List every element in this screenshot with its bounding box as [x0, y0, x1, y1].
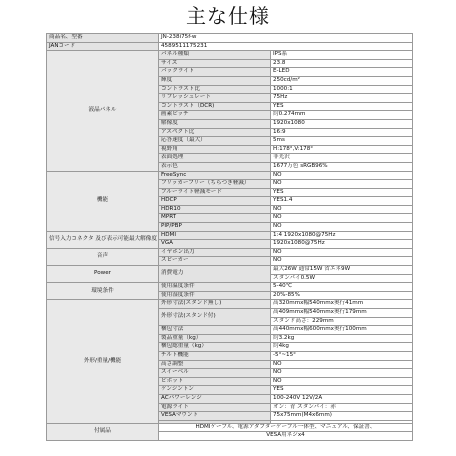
model-value: JN-238i75f-w — [159, 34, 413, 43]
spec-label: チルト機能 — [159, 351, 271, 360]
spec-label: 応答速度（最大） — [159, 137, 271, 146]
spec-label: 外形寸法(スタンド無し) — [159, 300, 271, 309]
spec-label: リフレッシュレート — [159, 94, 271, 103]
spec-value: NO — [271, 223, 413, 232]
spec-value: IPS系 — [271, 51, 413, 60]
spec-value: YES1.4 — [271, 197, 413, 206]
spec-value: 約3.2kg — [271, 334, 413, 343]
spec-value: 5ms — [271, 137, 413, 146]
spec-value: 最大26W 通常15W 省エネ9W — [271, 266, 413, 275]
spec-value: オン：青 スタンバイ：赤 — [271, 403, 413, 412]
spec-value: NO — [271, 214, 413, 223]
spec-value: 250cd/m² — [271, 76, 413, 85]
spec-value: スタンバイ0.5W — [271, 274, 413, 283]
spec-label: MPRT — [159, 214, 271, 223]
spec-label: VESAマウント — [159, 412, 271, 421]
spec-value: YES — [271, 386, 413, 395]
table-row — [47, 171, 413, 180]
spec-label: 消費電力 — [159, 266, 271, 283]
jan-label: JANコード — [47, 42, 159, 51]
spec-value: 16:9 — [271, 128, 413, 137]
spec-value: 100-240V 12V/2A — [271, 394, 413, 403]
table-row — [47, 283, 413, 292]
category-power: Power — [47, 266, 159, 283]
spec-value: 高409mmx幅540mmx奥行179mm — [271, 309, 413, 318]
spec-label: 高さ調整 — [159, 360, 271, 369]
spec-value: NO — [271, 180, 413, 189]
page-title: 主な仕様 — [186, 4, 270, 28]
spec-label: フリッカーフリー（ちらつき軽減） — [159, 180, 271, 189]
category-appearance: 外形/重量/機能 — [47, 300, 159, 423]
spec-label: ケンジントン — [159, 386, 271, 395]
spec-value: 1:4 1920x1080@75Hz — [271, 231, 413, 240]
category-audio: 音声 — [47, 248, 159, 265]
spec-label: 使用温度条件 — [159, 283, 271, 292]
spec-label: コントラスト比 — [159, 85, 271, 94]
spec-value: 高440mmx幅600mmx奥行100mm — [271, 326, 413, 335]
spec-label: 画素ピッチ — [159, 111, 271, 120]
spec-label: VGA — [159, 240, 271, 249]
spec-label: 輝度 — [159, 76, 271, 85]
spec-label: スイーベル — [159, 369, 271, 378]
table-row — [47, 266, 413, 275]
spec-value: 非光沢 — [271, 154, 413, 163]
table-row — [47, 51, 413, 60]
spec-value: E-LED — [271, 68, 413, 77]
spec-value: 23.8 — [271, 59, 413, 68]
spec-label: イヤホン出力 — [159, 248, 271, 257]
spec-label: FreeSync — [159, 171, 271, 180]
jan-value: 4589511175231 — [159, 42, 413, 51]
spec-value: 75x75mm(M4x6mm) — [271, 412, 413, 421]
spec-value: YES — [271, 188, 413, 197]
spec-value: H:178°,V:178° — [271, 145, 413, 154]
spec-label: 製品重量（kg） — [159, 334, 271, 343]
spec-value: NO — [271, 257, 413, 266]
spec-value: NO — [271, 369, 413, 378]
spec-label: 表示色 — [159, 162, 271, 171]
table-row — [47, 248, 413, 257]
spec-value: NO — [271, 377, 413, 386]
category-function: 機能 — [47, 171, 159, 231]
spec-label: HDMI — [159, 231, 271, 240]
spec-value: 75Hz — [271, 94, 413, 103]
spec-value: 1920x1080@75Hz — [271, 240, 413, 249]
spec-label: PIP/PBP — [159, 223, 271, 232]
spec-value: 1677万色 sRGB96% — [271, 162, 413, 171]
spec-value: 20%-85% — [271, 291, 413, 300]
table-row — [47, 42, 413, 51]
spec-label: 解像度 — [159, 119, 271, 128]
table-row — [47, 300, 413, 309]
table-row — [47, 34, 413, 43]
category-env: 環境条件 — [47, 283, 159, 300]
category-signal: 信号入力コネクタ 及び表示可能最大解像度 — [47, 231, 159, 248]
spec-value: 1000:1 — [271, 85, 413, 94]
spec-label: コントラスト（DCR) — [159, 102, 271, 111]
spec-value: 高320mmx幅540mmx奥行41mm — [271, 300, 413, 309]
spec-label: ピボット — [159, 377, 271, 386]
accessories-line-2: VESA用ネジx4 — [159, 432, 413, 441]
spec-label: 使用湿度条件 — [159, 291, 271, 300]
spec-value: YES — [271, 102, 413, 111]
spec-label: 梱包寸法 — [159, 326, 271, 335]
spec-value: 1920x1080 — [271, 119, 413, 128]
spec-value: NO — [271, 205, 413, 214]
spec-label: バックライト — [159, 68, 271, 77]
spec-value: NO — [271, 360, 413, 369]
spec-value: 約4kg — [271, 343, 413, 352]
spec-label: ACパワーレンジ — [159, 394, 271, 403]
spec-label: 表面処理 — [159, 154, 271, 163]
accessories-line-1: HDMIケーブル、電源アダプターケーブル一体型、マニュアル、保証書、 — [159, 423, 413, 432]
table-row — [47, 423, 413, 432]
spec-label: アスペクト比 — [159, 128, 271, 137]
spec-label: サイズ — [159, 59, 271, 68]
category-panel: 液晶パネル — [47, 51, 159, 171]
spec-label: スピーカー — [159, 257, 271, 266]
spec-label: ブルーライト軽減モード — [159, 188, 271, 197]
spec-label: HDCP — [159, 197, 271, 206]
spec-value: スタンド高さ：229mm — [271, 317, 413, 326]
spec-value: 5-40℃ — [271, 283, 413, 292]
spec-label: 電源ライト — [159, 403, 271, 412]
model-label: 商品名、型番 — [47, 34, 159, 43]
spec-label: 外形寸法(スタンド付) — [159, 309, 271, 326]
spec-value: NO — [271, 248, 413, 257]
spec-label: HDR10 — [159, 205, 271, 214]
spec-label: 視野角 — [159, 145, 271, 154]
category-accessories: 付属品 — [47, 423, 159, 440]
spec-label: パネル種類 — [159, 51, 271, 60]
spec-value: NO — [271, 171, 413, 180]
spec-value: -5°~15° — [271, 351, 413, 360]
spec-value: 約0.274mm — [271, 111, 413, 120]
table-row — [47, 231, 413, 240]
spec-table — [46, 33, 413, 441]
spec-label: 梱包総重量（kg） — [159, 343, 271, 352]
